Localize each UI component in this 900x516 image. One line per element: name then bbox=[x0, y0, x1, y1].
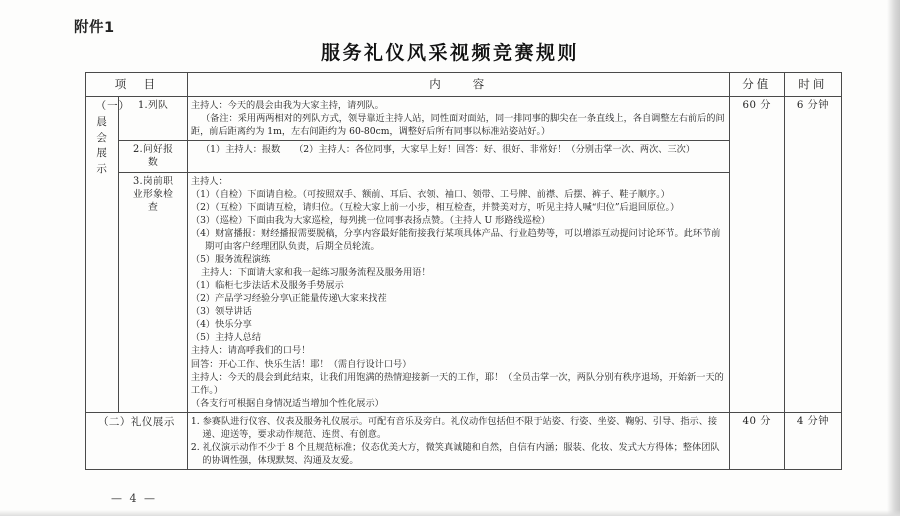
table-row bbox=[86, 141, 842, 172]
content-cell-etiquette-show bbox=[187, 412, 729, 469]
content-cell-image-check bbox=[187, 172, 729, 412]
content-line: （1）（自检）下面请自检。（可按照双手、额前、耳后、衣领、袖口、领带、工号牌、前襟、后摆、裤子、鞋子顺序。） bbox=[190, 188, 670, 200]
content-line: （4）快乐分享 bbox=[190, 319, 252, 331]
content-line: （5）服务流程演练 bbox=[190, 254, 271, 265]
sub-item-text: 2.问好报数 bbox=[132, 144, 174, 169]
content-line: 主持人：下面请大家和我一起练习服务流程及服务用语！ bbox=[201, 267, 431, 279]
section-score-morning-meeting: 60 分 bbox=[729, 97, 784, 413]
content-line: 2. 礼仪演示动作不少于 8 个且规范标准；仪态优美大方，微笑真诚随和自然，自信有内涵；服装、化妆、发式大方得体；整体团队的协调性强，体现默契、沟通及友爱。 bbox=[190, 441, 720, 466]
content-line: 主持人：请高呼我们的口号！ bbox=[190, 345, 311, 357]
section-time-etiquette-show: 4 分钟 bbox=[784, 412, 841, 469]
content-line: （1）临柜七步法话术及服务手势展示 bbox=[190, 280, 344, 292]
section-category-etiquette-show: （二）礼仪展示 bbox=[86, 412, 188, 469]
content-line: （3）（巡检）下面由我为大家巡检，每列挑一位同事表扬点赞。（主持人 U 形路线巡检） bbox=[190, 214, 551, 226]
competition-rules-table bbox=[85, 72, 842, 470]
page-title: 服务礼仪风采视频竞赛规则 bbox=[320, 42, 579, 64]
column-header-category: 项 目 bbox=[86, 73, 188, 97]
content-line: （3）领导讲话 bbox=[190, 306, 252, 318]
content-line: （1）主持人：报数 （2）主持人：各位同事，大家早上好！回答：好、很好、非常好！（分别击掌一次、两次、三次） bbox=[201, 144, 696, 156]
column-header-content: 内 容 bbox=[187, 73, 729, 97]
content-line: （备注：采用两两相对的列队方式，领导靠近主持人站，同性面对面站，同一排同事的脚尖在一条直线上，各自调整左右前后的间距，前后距离约为 1m，左右间距约为 60-80cm，调整好后所有同事以标准站姿站好。） bbox=[190, 113, 725, 138]
content-line: （2）（互检）下面请互检，请归位。（互检大家上前一小步，相互检查，并赞美对方，听见主持人喊“归位”后退回原位。） bbox=[190, 201, 680, 213]
content-line: 主持人： bbox=[190, 175, 228, 187]
attachment-label: 附件1 bbox=[74, 20, 115, 36]
sub-item-text: 3.岗前职业形象检查 bbox=[132, 175, 174, 214]
content-line: （2）产品学习经验分享\正能量传递\大家来找茬 bbox=[190, 293, 387, 305]
table-header-row bbox=[86, 73, 842, 97]
page-number: — 4 — bbox=[111, 492, 157, 505]
table-row bbox=[86, 412, 842, 469]
scan-edge-shadow-bottom bbox=[0, 510, 900, 516]
content-cell-greeting bbox=[187, 141, 729, 172]
content-line: 1. 参赛队进行仪容、仪表及服务礼仪展示。可配有音乐及旁白。礼仪动作包括但不限于站姿、行姿、坐姿、鞠躬、引导、指示、接递、迎送等，要求动作规范、连贯、有创意。 bbox=[190, 415, 718, 440]
column-header-score: 分值 bbox=[729, 73, 784, 97]
sub-item-label-lineup: 1.列队 bbox=[119, 97, 188, 141]
content-line: 主持人：今天的晨会到此结束，让我们用饱满的热情迎接新一天的工作，耶！（全员击掌一次，两队分别有秩序退场，开始新一天的工作。） bbox=[190, 371, 724, 396]
table-row bbox=[86, 172, 842, 412]
section-score-etiquette-show: 40 分 bbox=[729, 412, 784, 469]
section-category-morning-meeting bbox=[86, 97, 131, 413]
content-line: （各支行可根据自身情况适当增加个性化展示） bbox=[190, 397, 384, 409]
content-cell-lineup bbox=[187, 97, 729, 141]
section-category-label: （一）晨会展示 bbox=[95, 100, 131, 175]
content-line: 回答：开心工作、快乐生活！耶！（需自行设计口号） bbox=[190, 358, 412, 370]
content-line: （4）财富播报：财经播报需要脱稿，分享内容最好能衔接我行某项具体产品、行业趋势等，可以增添互动提问讨论环节。此环节前期可由客户经理团队负责，后期全员轮流。 bbox=[190, 227, 721, 252]
section-time-morning-meeting: 6 分钟 bbox=[784, 97, 841, 413]
content-line: 主持人：今天的晨会由我为大家主持，请列队。 bbox=[190, 100, 384, 111]
table-row bbox=[86, 97, 842, 141]
scan-edge-shadow bbox=[887, 0, 900, 516]
column-header-time: 时间 bbox=[784, 73, 841, 97]
sub-item-label-greeting bbox=[119, 141, 188, 172]
content-line: （5）主持人总结 bbox=[190, 332, 262, 344]
sub-item-label-image-check bbox=[119, 172, 188, 412]
